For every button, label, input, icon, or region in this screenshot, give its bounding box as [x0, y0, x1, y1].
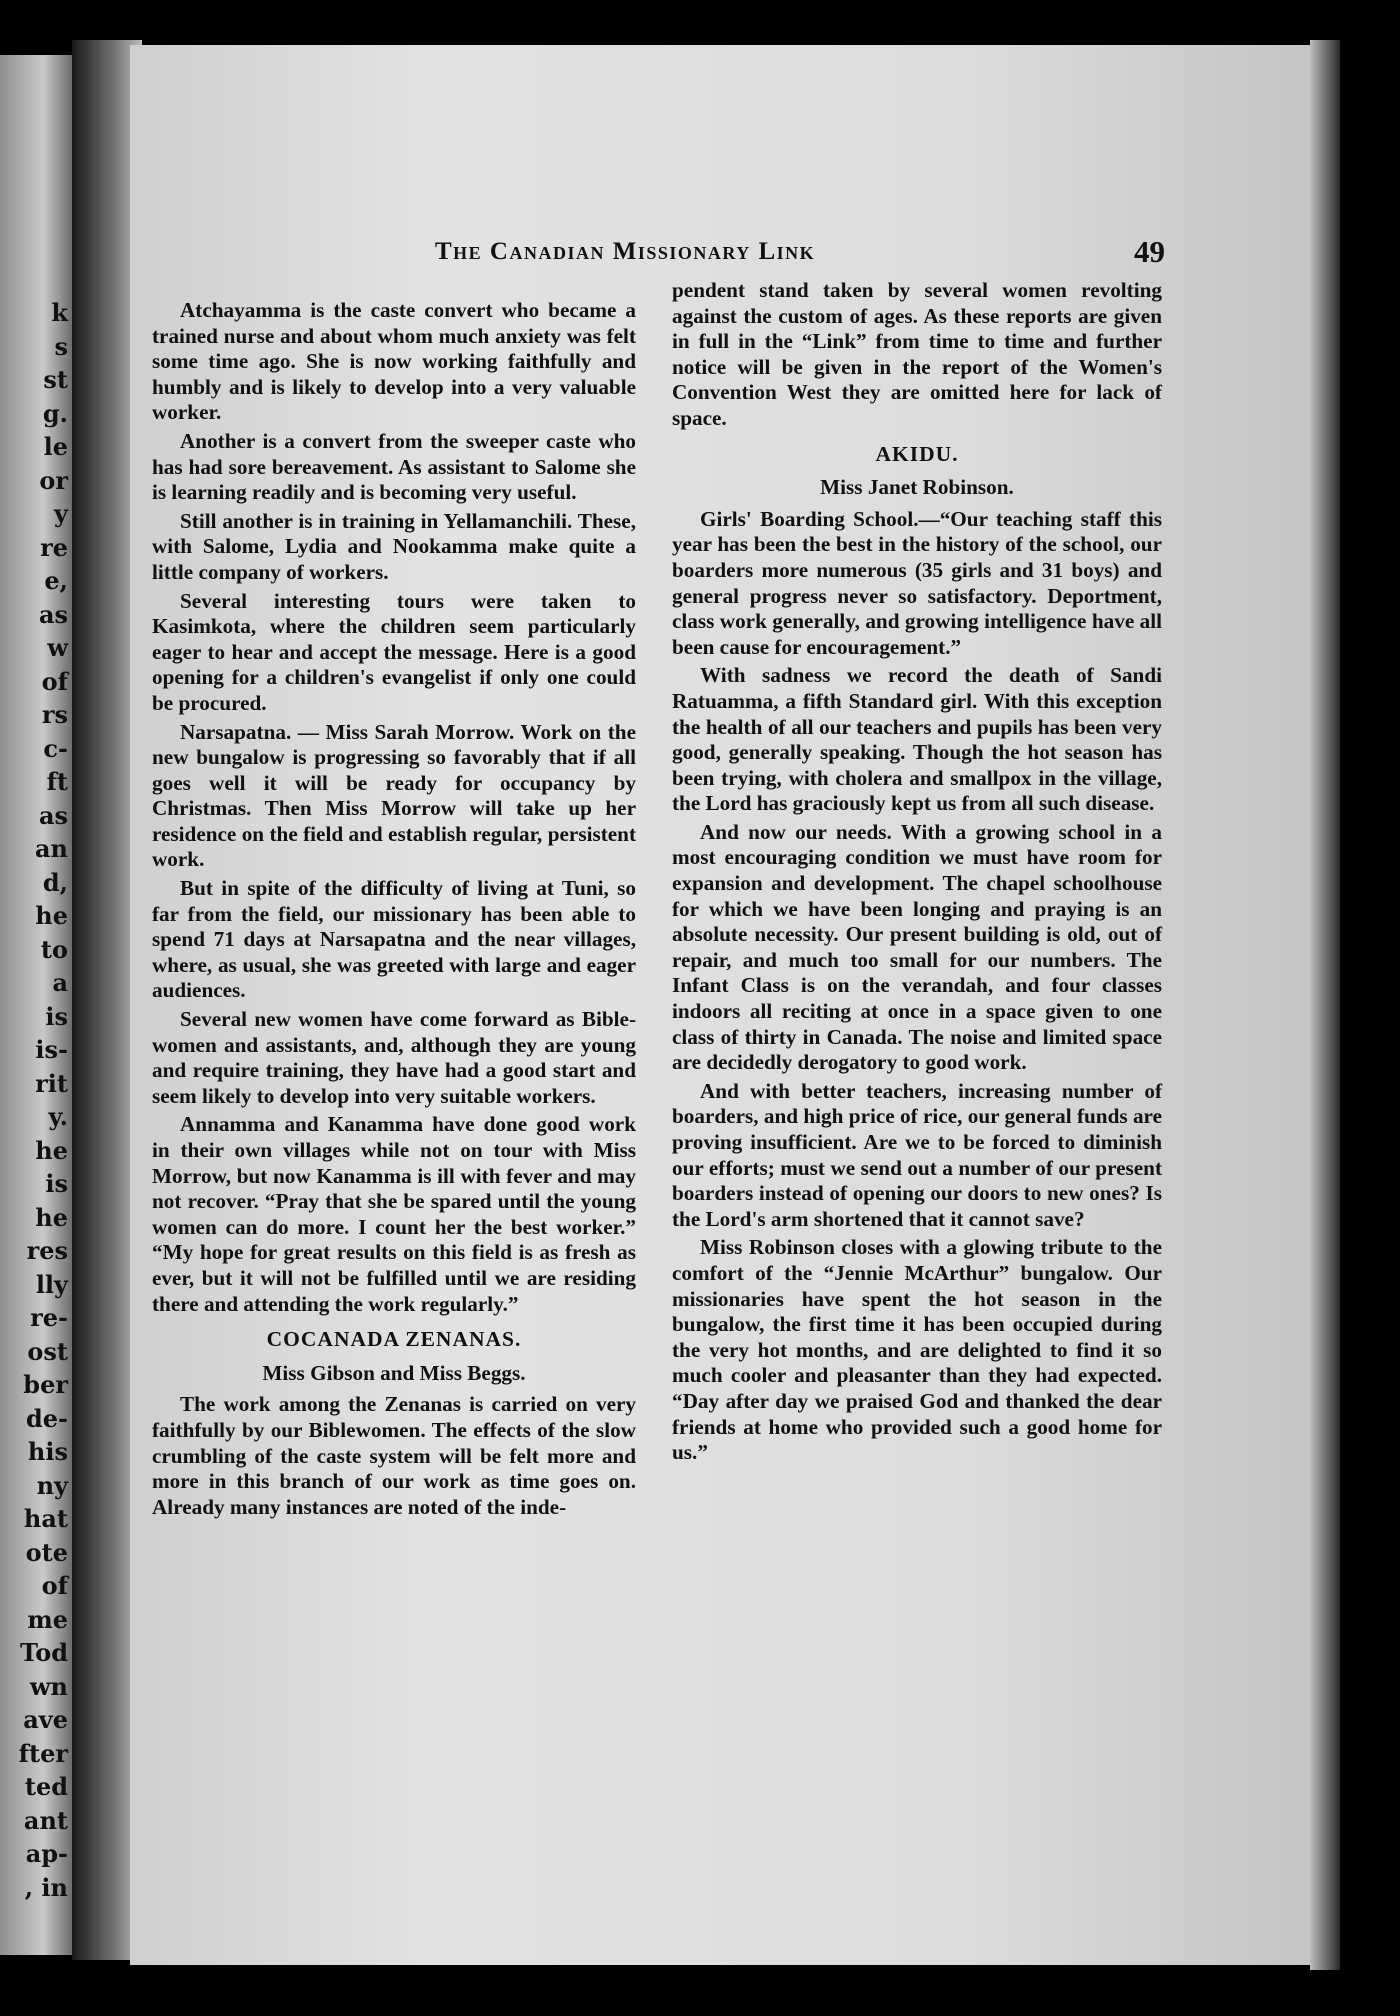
facing-page-edge — [0, 55, 72, 1955]
section-byline: Miss Janet Robinson. — [820, 475, 1014, 500]
paragraph: With sadness we record the death of Sandi Ratuamma, a fifth Standard girl. With this exception the health of all our teachers and pupils has been very good, generally speaking. Though the hot season has been trying, with cholera and smallpox in the village, the Lord has graciously kept us from all such disease. — [672, 663, 1162, 816]
facing-page-fragment: rit — [35, 1068, 68, 1098]
section-byline: Miss Gibson and Miss Beggs. — [262, 1360, 526, 1385]
paragraph: Another is a convert from the sweeper caste who has had sore bereavement. As assistant to Salome she is learning readily and is becoming very useful. — [152, 428, 636, 505]
facing-page-fragment: , in — [24, 1872, 68, 1902]
facing-page-fragment: me — [27, 1604, 68, 1634]
paragraph: Several new women have come forward as Bible-women and assistants, and, although they are young and require training, they have had a good start and seem likely to develop into very suitable workers. — [152, 1007, 636, 1108]
section-heading: COCANADA ZENANAS. — [266, 1327, 522, 1352]
facing-page-fragment: an — [35, 834, 68, 863]
facing-page-fragment: re- — [30, 1303, 68, 1332]
facing-page-fragment: y. — [48, 1102, 68, 1131]
page-edge — [1310, 40, 1340, 1970]
facing-page-fragment: st — [43, 365, 68, 394]
facing-page-fragment: of — [41, 666, 68, 696]
facing-page-fragment: he — [35, 1135, 68, 1165]
facing-page-fragment: ap- — [25, 1839, 68, 1868]
facing-page-fragment: s — [54, 331, 68, 361]
paragraph: Several interesting tours were taken to Kasimkota, where the children seem particularly eager to hear and accept the message. Here is a good opening for a children's evangelist if only one could be procured. — [152, 588, 636, 715]
facing-page-fragment: is — [45, 1169, 68, 1198]
facing-page-fragment: d, — [42, 867, 68, 897]
facing-page-fragment: de- — [25, 1403, 68, 1433]
facing-page-fragment: as — [38, 800, 68, 830]
facing-page-fragment: he — [35, 1202, 68, 1232]
paragraph: Annamma and Kanamma have done good work in their own villages while not on tour with Miss Morrow, but now Kanamma is ill with fever and may not recover. “Pray that she be spared until the young women can do more. I count her the best worker.” “My hope for great results on this field is as fresh as ever, but it will not be fulfilled until we are residing there and attending the work regularly.” — [152, 1112, 636, 1316]
paragraph: But in spite of the difficulty of living at Tuni, so far from the field, our missionary has been able to spend 71 days at Narsapatna and the near villages, where, as usual, she was greeted with large and eager audiences. — [152, 876, 636, 1003]
paragraph: Atchayamma is the caste convert who became a trained nurse and about whom much anxiety was felt some time ago. She is now working faithfully and humbly and is likely to develop into a very valuable worker. — [152, 298, 636, 425]
facing-page-fragment: ave — [23, 1705, 68, 1734]
facing-page-fragment: of — [41, 1571, 68, 1600]
facing-page-fragment: rs — [41, 700, 68, 729]
paragraph: Narsapatna. — Miss Sarah Morrow. Work on the new bungalow is progressing so favorably that if all goes well it will be ready for occupancy by Christmas. Then Miss Morrow will take up her residence on the field and establish regular, persistent work. — [152, 719, 636, 872]
facing-page-fragment: ant — [23, 1805, 68, 1835]
facing-page-fragment: ted — [24, 1772, 68, 1801]
facing-page-fragment: k — [51, 298, 68, 327]
paragraph: Miss Robinson closes with a glowing tribute to the comfort of the “Jennie McArthur” bungalow. Our missionaries have spent the hot season in the bungalow, the first time it has been occupied during the very hot months, and are delighted to find it so much cooler and pleasanter than they had expected. “Day after day we praised God and thanked the dear friends at home who provided such a good home for us.” — [672, 1235, 1162, 1465]
facing-page-fragment: re — [40, 532, 68, 562]
section-heading: AKIDU. — [875, 441, 959, 466]
facing-page-fragment: fter — [18, 1738, 68, 1768]
facing-page-fragment: ny — [36, 1470, 68, 1500]
facing-page-fragment: is — [45, 1001, 68, 1031]
facing-page-fragment: y — [54, 499, 68, 528]
facing-page-fragment: a — [52, 968, 68, 997]
facing-page-fragment: to — [40, 934, 68, 964]
facing-page-fragment: ote — [25, 1537, 68, 1567]
facing-page-fragment: ft — [46, 767, 68, 796]
facing-page-fragment: ost — [27, 1336, 68, 1366]
facing-page-fragment: he — [35, 901, 68, 930]
facing-page-fragment: c- — [43, 733, 68, 763]
paragraph: And now our needs. With a growing school in a most encouraging condition we must have room for expansion and development. The chapel schoolhouse for which we have been longing and praying is an absolute necessity. Our present building is old, out of repair, and much too small for our numbers. The Infant Class is on the verandah, and four classes indoors all reciting at once in a space given to one class of thirty in Canada. The noise and limited space are decidedly derogatory to good work. — [672, 819, 1162, 1075]
paragraph: And with better teachers, increasing number of boarders, and high price of rice, our general funds are proving insufficient. Are we to be forced to diminish our efforts; must we send out a number of our present boarders instead of opening our doors to new ones? Is the Lord's arm shortened that it cannot save? — [672, 1078, 1162, 1231]
paragraph: The work among the Zenanas is carried on very faithfully by our Biblewomen. The effects of the slow crumbling of the caste system will be felt more and more in this branch of our work as time goes on. Already many instances are noted of the inde- — [152, 1392, 636, 1519]
facing-page-fragment: le — [43, 432, 68, 461]
facing-page-fragment: or — [39, 465, 68, 495]
facing-page-fragment: as — [38, 599, 68, 629]
paragraph: pendent stand taken by several women revolting against the custom of ages. As these reports are given in full in the “Link” from time to time and further notice will be given in the report of the Women's Convention West they are omitted here for lack of space. — [672, 278, 1162, 430]
facing-page-fragment: res — [26, 1236, 68, 1265]
facing-page-fragment: ber — [23, 1370, 68, 1399]
facing-page-fragment: is- — [35, 1035, 68, 1064]
facing-page-fragment: Tod — [20, 1638, 68, 1667]
facing-page-fragment: hat — [23, 1504, 68, 1533]
page-number: 49 — [1134, 234, 1165, 269]
facing-page-fragment: lly — [35, 1269, 68, 1299]
facing-page-fragment: his — [27, 1437, 68, 1466]
facing-page-fragment: wn — [29, 1671, 68, 1701]
running-title: The Canadian Missionary Link — [435, 238, 816, 265]
facing-page-fragment: w — [47, 633, 68, 662]
facing-page-fragment: e, — [44, 566, 68, 595]
paragraph: Girls' Boarding School.—“Our teaching staff this year has been the best in the history of the school, our boarders more numerous (35 girls and 31 boys) and general progress never so satisfactory. Deportment, class work generally, and growing intelligence have all been cause for encouragement.” — [672, 506, 1162, 659]
left-column — [152, 298, 636, 1523]
facing-page-fragment: g. — [42, 398, 68, 428]
right-column — [672, 278, 1162, 1469]
paragraph: Still another is in training in Yellamanchili. These, with Salome, Lydia and Nookamma make quite a little company of workers. — [152, 508, 636, 584]
page-header — [435, 234, 1165, 278]
